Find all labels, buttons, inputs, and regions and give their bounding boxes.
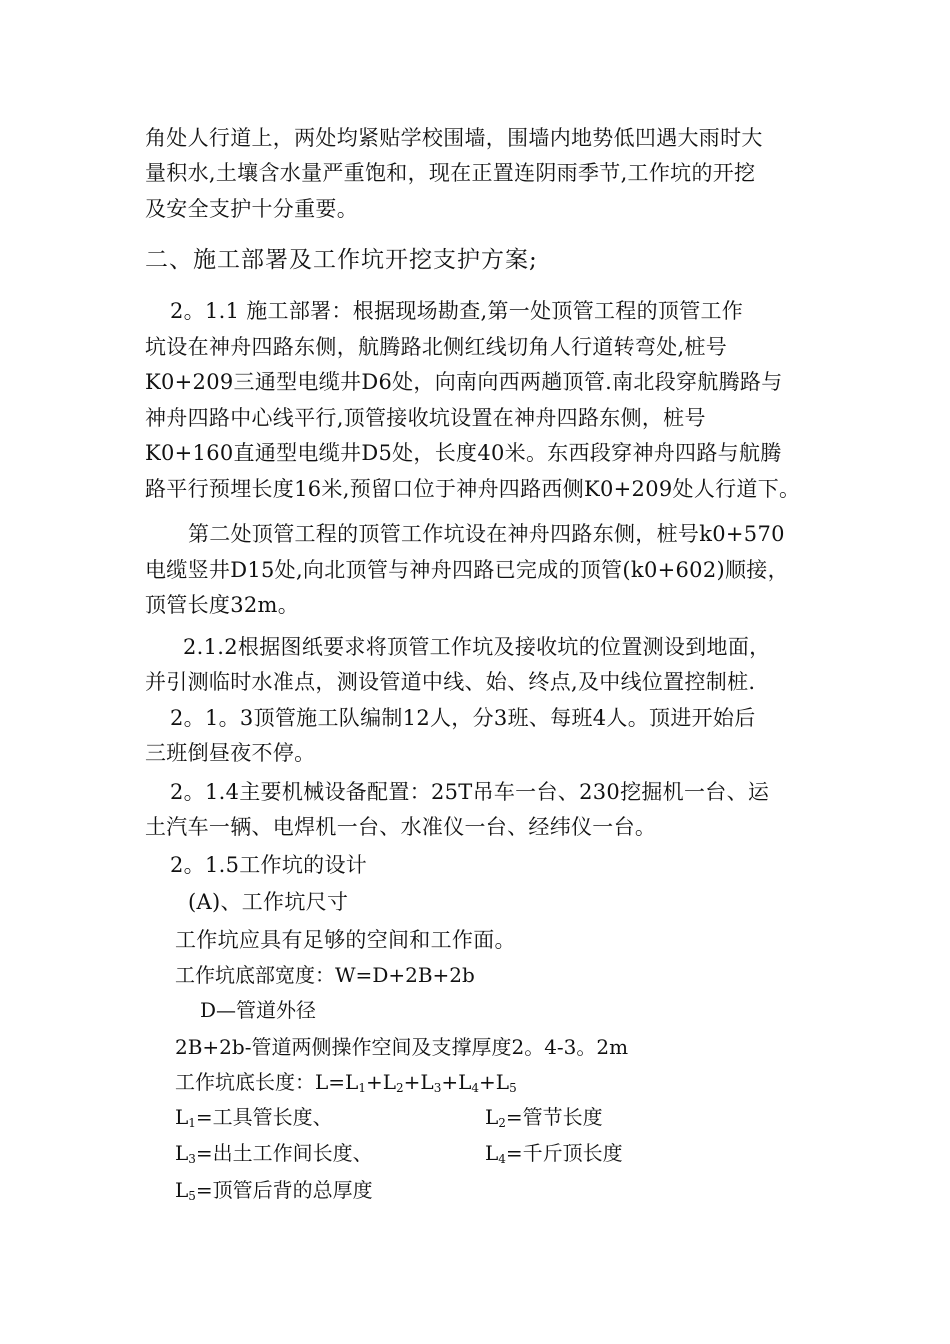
definition-text: =管节长度	[505, 1105, 603, 1129]
subscript: 1	[188, 1116, 196, 1130]
symbol: L	[485, 1105, 499, 1129]
paragraph-line: 神舟四路中心线平行,顶管接收坑设置在神舟四路东侧，桩号	[145, 406, 706, 430]
paragraph-line: K0+209三通型电缆井D6处，向南向西两趟顶管.南北段穿航腾路与	[145, 370, 783, 394]
paragraph-line: 及安全支护十分重要。	[145, 197, 358, 221]
symbol: L	[175, 1178, 189, 1202]
paragraph-line: 2.1.2根据图纸要求将顶管工作坑及接收坑的位置测设到地面，	[183, 635, 771, 659]
subscript: 5	[188, 1189, 196, 1203]
section-heading: 二、施工部署及工作坑开挖支护方案;	[145, 247, 538, 273]
definition-text: =出土工作间长度、	[195, 1141, 373, 1165]
length-formula	[175, 1067, 517, 1103]
paragraph-line: 第二处顶管工程的顶管工作坑设在神舟四路东侧，桩号k0+570	[188, 522, 785, 546]
subsection-title: 2。1.5工作坑的设计	[170, 853, 368, 877]
formula-part: +L	[479, 1070, 510, 1094]
subscript: 3	[433, 1081, 442, 1095]
definition-text: =千斤顶长度	[505, 1141, 623, 1165]
formula-part: +L	[403, 1070, 434, 1094]
paragraph-line: 电缆竖井D15处,向北顶管与神舟四路已完成的顶管(k0+602)顺接，	[145, 558, 789, 582]
paragraph-line: 2。1。3顶管施工队编制12人，分3班、每班4人。顶进开始后	[170, 706, 756, 730]
symbol: L	[485, 1141, 499, 1165]
symbol: L	[175, 1105, 189, 1129]
paragraph-line: 角处人行道上，两处均紧贴学校围墙，围墙内地势低凹遇大雨时大	[145, 126, 763, 150]
paragraph-line: 工作坑应具有足够的空间和工作面。	[175, 928, 516, 952]
definition-d: D—管道外径	[200, 998, 317, 1022]
subscript: 3	[188, 1152, 196, 1166]
paragraph-line: 三班倒昼夜不停。	[145, 741, 316, 765]
definition-l4	[485, 1138, 623, 1174]
formula-part: +L	[441, 1070, 472, 1094]
subscript: 1	[358, 1081, 366, 1095]
definition-text: =工具管长度、	[195, 1105, 333, 1129]
paragraph-line: 量积水,土壤含水量严重饱和，现在正置连阴雨季节,工作坑的开挖	[145, 161, 756, 185]
definition-2b: 2B+2b-管道两侧操作空间及支撑厚度2。4-3。2m	[175, 1035, 629, 1059]
subscript: 4	[498, 1152, 506, 1166]
definition-l3	[175, 1138, 373, 1174]
length-formula-prefix: 工作坑底长度：L=L	[175, 1070, 359, 1094]
definition-l5	[175, 1175, 373, 1211]
subsection-label: (A)、工作坑尺寸	[188, 890, 349, 914]
width-formula: 工作坑底部宽度：W=D+2B+2b	[175, 963, 475, 987]
paragraph-line: 顶管长度32m。	[145, 593, 300, 617]
definition-text: =顶管后背的总厚度	[195, 1178, 373, 1202]
subscript: 2	[498, 1116, 506, 1130]
subscript: 5	[509, 1081, 517, 1095]
definition-l1	[175, 1102, 333, 1138]
paragraph-line: K0+160直通型电缆井D5处，长度40米。东西段穿神舟四路与航腾	[145, 441, 782, 465]
symbol: L	[175, 1141, 189, 1165]
paragraph-line: 路平行预埋长度16米,预留口位于神舟四路西侧K0+209处人行道下。	[145, 477, 801, 501]
formula-part: +L	[365, 1070, 397, 1094]
paragraph-line: 并引测临时水准点，测设管道中线、始、终点,及中线位置控制桩.	[145, 670, 756, 694]
paragraph-line: 2。1.1 施工部署：根据现场勘查,第一处顶管工程的顶管工作	[170, 299, 744, 323]
subscript: 4	[471, 1081, 480, 1095]
paragraph-line: 坑设在神舟四路东侧，航腾路北侧红线切角人行道转弯处,桩号	[145, 335, 728, 359]
definition-l2	[485, 1102, 603, 1138]
paragraph-line: 土汽车一辆、电焊机一台、水准仪一台、经纬仪一台。	[145, 815, 657, 839]
subscript: 2	[396, 1081, 404, 1095]
paragraph-line: 2。1.4主要机械设备配置：25T吊车一台、230挖掘机一台、运	[170, 780, 770, 804]
